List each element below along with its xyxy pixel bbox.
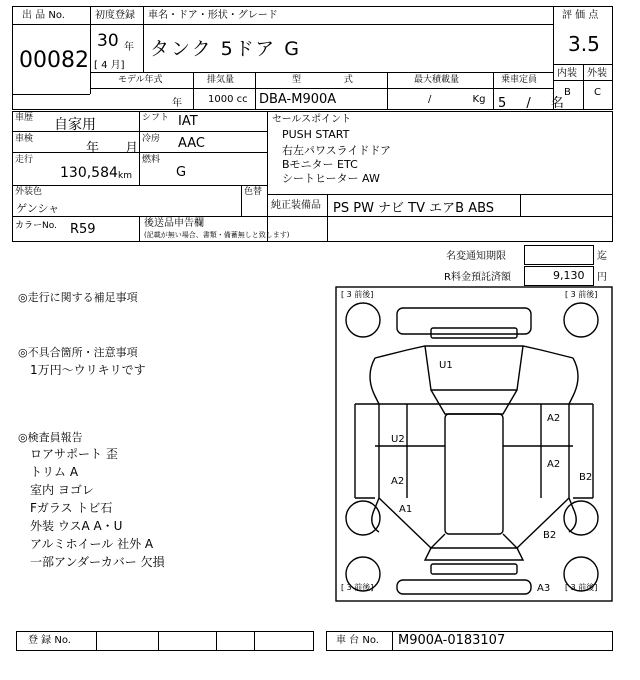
mileage-value: 130,584 [60,165,118,181]
shift-value: IAT [178,114,198,129]
damage-u1: U1 [439,360,453,371]
first-reg-label: 初度登録 [95,10,135,21]
model-label: 型 式 [292,75,353,85]
damage-u2: U2 [391,434,405,445]
history-value: 自家用 [54,117,96,133]
recycle-label: R料金預託済額 [444,272,511,283]
equipment-label: 純正装備品 [271,200,321,211]
recycle-value: 9,130 [553,269,585,282]
fuel-label: 燃料 [142,155,161,165]
inspection-value: 年 月 [86,141,139,156]
exterior-label: 外装 [587,68,607,79]
damage-a2-left: A2 [391,476,405,487]
car-name-label: 車名・ドア・形状・グレード [148,10,278,21]
inspector-line-5: 外装 ウスA A・U [30,519,123,533]
deadline-box [524,245,594,265]
year-unit: 年 [124,42,134,53]
chassis-label: 車 台 No. [336,635,379,646]
damage-a1: A1 [399,504,413,515]
reg-no-label: 登 録 No. [28,635,71,646]
sales-point-2: 右左パワスライドドア [282,144,392,157]
damage-b2-rear: B2 [543,530,557,541]
equipment-value: PS PW ナビ TV エアB ABS [333,201,495,216]
damage-a2-right-mid: A2 [547,459,561,470]
capacity-value: 5 / 名 [498,96,564,111]
lot-number: 00082 [19,48,89,73]
interior-label: 内装 [557,68,577,79]
color-change-label: 色替 [244,187,263,197]
interior-grade: B [564,87,571,98]
displacement-value: 1000 cc [208,94,248,105]
rating-value: 3.5 [568,32,600,56]
exterior-grade: C [594,87,601,98]
inspector-line-3: 室内 ヨゴレ [30,483,94,497]
car-damage-diagram [335,286,613,602]
defects-label: ◎不具合箇所・注意事項 [18,346,138,359]
sales-point-3: Bモニター ETC [282,158,358,171]
color-no-label: カラーNo. [15,221,57,231]
chassis-value: M900A-0183107 [398,633,506,648]
sales-point-4: シートヒーター AW [282,172,380,185]
max-load-label: 最大積載量 [414,75,460,85]
reg-month: [ 4 月] [94,60,125,71]
inspector-label: ◎検査員報告 [18,431,83,444]
capacity-label: 乗車定員 [501,75,538,85]
damage-a3: A3 [537,583,551,594]
damage-a2-right-front: A2 [547,413,561,424]
corner-mark-tl: [ 3 前後] [341,290,374,299]
inspector-line-4: Fガラス トビ石 [30,501,113,515]
inspection-label: 車検 [15,134,34,144]
inspector-line-6: アルミホイール 社外 A [30,537,154,551]
damage-b2-right: B2 [579,472,593,483]
shipping-note: (記載が無い場合、書類・備蓄無しと致します) [144,231,290,239]
inspector-line-1: ロアサポート 歪 [30,447,118,461]
corner-mark-br: [ 3 前後] [565,583,598,592]
inspector-line-7: 一部アンダーカバー 欠損 [30,555,165,569]
sales-points-label: セールスポイント [272,114,352,125]
ac-value: AAC [178,136,205,151]
fuel-value: G [176,165,187,180]
reg-year: 30 [97,31,119,51]
car-name: タンク 5ドア G [150,38,301,60]
displacement-label: 排気量 [207,75,235,85]
lot-label: 出 品 No. [22,10,65,21]
rating-label: 評 価 点 [562,10,599,21]
corner-mark-bl: [ 3 前後] [341,583,374,592]
model-year-label: モデル年式 [118,75,163,85]
deadline-label: 名変通知期限 [446,251,506,262]
exterior-color-value: ゲンシャ [16,202,60,215]
shipping-label: 後送品申告欄 [144,218,204,229]
model-year-value: 年 [172,98,182,109]
corner-mark-tr: [ 3 前後] [565,290,598,299]
defects-line-1: 1万円～ウリキリです [30,363,146,377]
exterior-color-label: 外装色 [15,187,43,197]
history-label: 車歴 [15,113,34,123]
recycle-unit: 円 [597,272,607,283]
max-load-value: / Kg [428,94,486,105]
mileage-label: 走行 [15,155,34,165]
driving-notes-label: ◎走行に関する補足事項 [18,291,138,304]
sales-point-1: PUSH START [282,128,350,141]
mileage-unit: km [118,171,132,181]
shift-label: シフト [142,113,170,123]
color-no-value: R59 [70,222,96,237]
inspector-line-2: トリム A [30,465,79,479]
model-value: DBA-M900A [259,92,337,107]
ac-label: 冷房 [142,134,161,144]
deadline-unit: 迄 [597,251,607,262]
